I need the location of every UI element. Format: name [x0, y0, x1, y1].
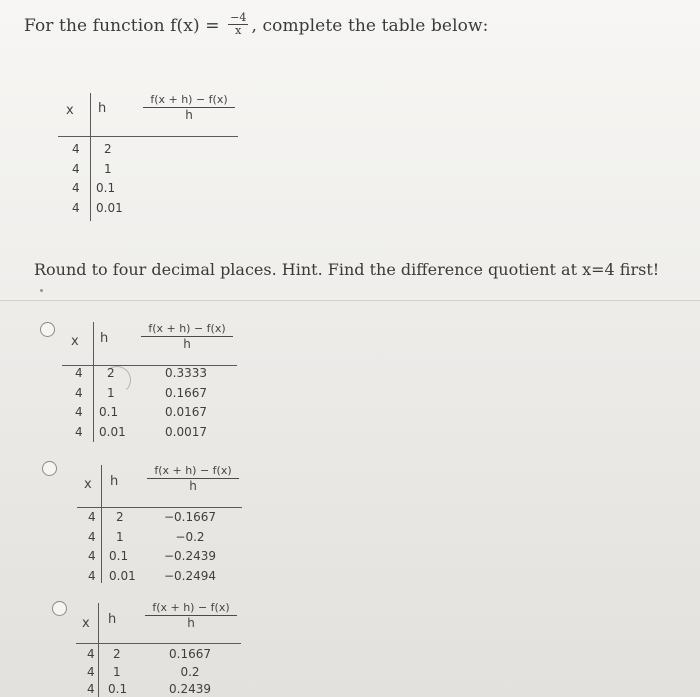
cell-h: 0.1 — [96, 181, 116, 195]
cell-x: 4 — [72, 181, 80, 195]
cell-x: 4 — [75, 366, 83, 380]
cell-value: 0.1667 — [169, 647, 211, 661]
cell-x: 4 — [75, 405, 83, 420]
cell-h: 2 — [116, 510, 124, 524]
cell-h: 0.1 — [108, 682, 128, 696]
header-h: h — [108, 612, 117, 627]
question-panel — [0, 0, 700, 301]
cell-h: 2 — [107, 366, 115, 380]
cell-h: 1 — [107, 385, 115, 400]
cell-value: 0.2 — [180, 664, 200, 679]
header-divider — [62, 365, 237, 366]
header-difference-quotient — [147, 464, 239, 494]
option-a-radio[interactable] — [40, 322, 55, 337]
cell-x: 4 — [88, 529, 96, 544]
dq-numerator: f(x + h) − f(x) — [143, 93, 235, 108]
header-h: h — [98, 101, 107, 116]
column-divider — [93, 322, 94, 442]
header-x: x — [84, 477, 92, 492]
cell-x: 4 — [87, 647, 95, 661]
header-difference-quotient — [143, 93, 235, 123]
cell-value: −0.2494 — [163, 568, 217, 583]
header-divider — [76, 643, 241, 644]
cell-h: 0.01 — [109, 568, 136, 583]
question-text — [24, 11, 489, 39]
cell-h: 1 — [113, 664, 121, 679]
cell-x: 4 — [88, 549, 96, 563]
cell-x: 4 — [88, 568, 96, 583]
dq-denominator: h — [185, 108, 193, 122]
cell-x: 4 — [72, 161, 80, 176]
hint-text: Round to four decimal places. Hint. Find the difference quotient at x=4 first! — [34, 260, 660, 279]
function-denominator: x — [235, 24, 242, 37]
function-fraction — [228, 12, 248, 37]
dq-denominator: h — [187, 616, 195, 630]
cell-value: 0.2439 — [169, 682, 211, 696]
cell-h: 0.01 — [99, 424, 126, 439]
cell-value: 0.3333 — [165, 366, 207, 380]
cell-h: 0.01 — [96, 200, 123, 215]
column-divider — [90, 93, 91, 221]
cell-value: −0.1667 — [163, 510, 217, 524]
cell-x: 4 — [72, 142, 80, 156]
cell-x: 4 — [72, 200, 80, 215]
cell-h: 2 — [104, 142, 112, 156]
cell-h: 2 — [113, 647, 121, 661]
dq-denominator: h — [189, 479, 197, 493]
cell-x: 4 — [75, 385, 83, 400]
cell-x: 4 — [87, 682, 95, 696]
cell-h: 0.1 — [109, 549, 129, 563]
header-h: h — [100, 331, 109, 346]
cell-h: 1 — [116, 529, 124, 544]
cell-value: 0.0167 — [165, 405, 207, 420]
cell-value: 0.1667 — [165, 385, 207, 400]
column-divider — [101, 465, 102, 583]
dq-numerator: f(x + h) − f(x) — [147, 464, 239, 479]
cell-x: 4 — [87, 664, 95, 679]
cell-h: 1 — [104, 161, 112, 176]
dq-denominator: h — [183, 337, 191, 351]
stray-mark — [40, 289, 43, 292]
header-x: x — [82, 616, 90, 631]
option-b-radio[interactable] — [42, 461, 57, 476]
header-h: h — [110, 474, 119, 489]
header-difference-quotient — [141, 322, 233, 352]
cell-value: 0.0017 — [165, 424, 207, 439]
cell-x: 4 — [88, 510, 96, 524]
option-c-radio[interactable] — [52, 601, 67, 616]
column-divider — [98, 603, 99, 697]
dq-numerator: f(x + h) − f(x) — [145, 601, 237, 616]
function-numerator: −4 — [230, 11, 247, 24]
cell-value: −0.2 — [175, 529, 205, 544]
cell-h: 0.1 — [99, 405, 119, 420]
header-divider — [58, 136, 238, 137]
header-divider — [77, 507, 242, 508]
dq-numerator: f(x + h) − f(x) — [141, 322, 233, 337]
question-suffix: , complete the table below: — [251, 16, 489, 36]
cell-value: −0.2439 — [163, 549, 217, 563]
question-prefix: For the function f(x) = — [24, 16, 220, 36]
header-x: x — [66, 103, 74, 118]
header-difference-quotient — [145, 601, 237, 631]
header-x: x — [71, 334, 79, 349]
cell-x: 4 — [75, 424, 83, 439]
